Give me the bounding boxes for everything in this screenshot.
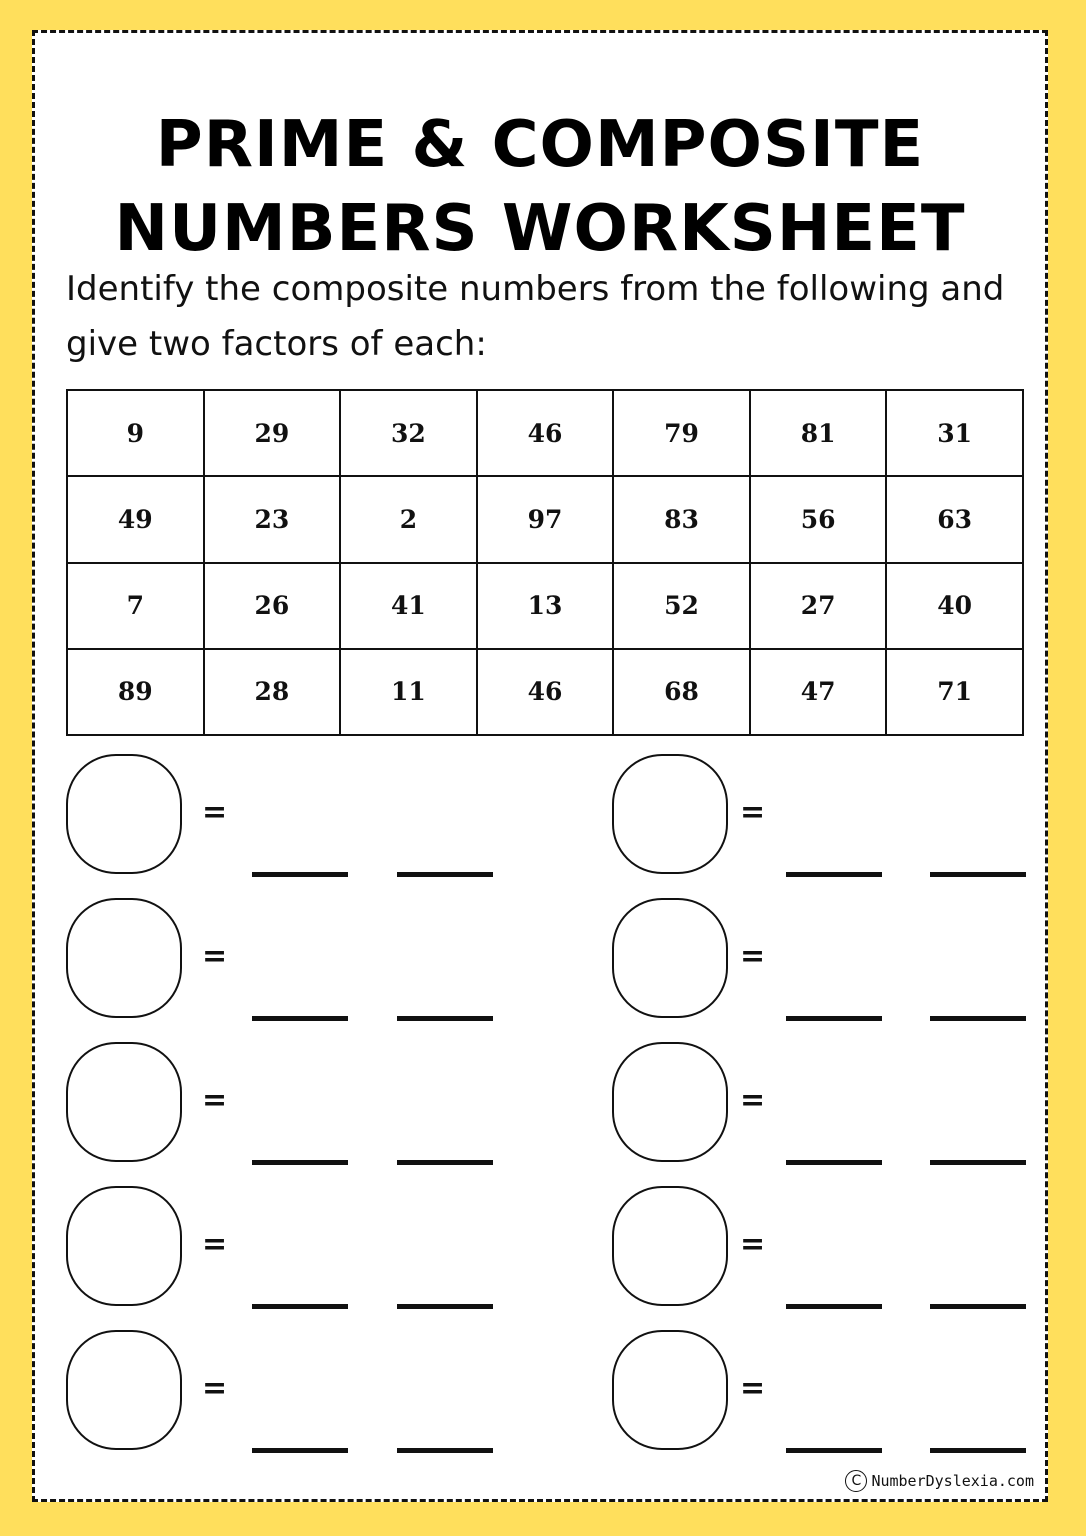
factor-blank[interactable] [397,1160,493,1165]
grid-cell: 29 [204,390,341,476]
factor-blank[interactable] [397,1448,493,1453]
answer-row-left-5 [66,1330,506,1454]
worksheet-title [35,103,1045,271]
answer-circle[interactable] [66,1042,182,1162]
grid-cell: 13 [477,563,614,649]
answer-circle[interactable] [66,754,182,874]
factor-blank[interactable] [930,872,1026,877]
equals-sign: = [202,1371,228,1406]
equals-sign: = [202,1227,228,1262]
answer-circle[interactable] [612,898,728,1018]
factor-blank[interactable] [252,1016,348,1021]
grid-cell: 40 [886,563,1023,649]
grid-row [67,649,1023,735]
instructions-line-2: give two factors of each: [66,324,487,364]
grid-cell: 26 [204,563,341,649]
factor-blank[interactable] [930,1016,1026,1021]
answer-row-left-1 [66,754,506,878]
copyright-icon: C [845,1470,867,1492]
factor-blank[interactable] [397,1304,493,1309]
answer-circle[interactable] [612,1186,728,1306]
grid-cell: 27 [750,563,887,649]
factor-blank[interactable] [786,1448,882,1453]
grid-cell: 49 [67,476,204,562]
equals-sign: = [740,1227,766,1262]
factor-blank[interactable] [786,1016,882,1021]
grid-cell: 56 [750,476,887,562]
grid-cell: 28 [204,649,341,735]
answer-row-right-1 [612,754,1052,878]
grid-cell: 31 [886,390,1023,476]
factor-blank[interactable] [252,872,348,877]
title-line-2: NUMBERS WORKSHEET [114,192,966,266]
instructions-line-1: Identify the composite numbers from the following and [66,269,1005,309]
equals-sign: = [740,1083,766,1118]
grid-cell: 32 [340,390,477,476]
grid-cell: 9 [67,390,204,476]
answer-row-left-3 [66,1042,506,1166]
equals-sign: = [740,939,766,974]
grid-cell: 81 [750,390,887,476]
factor-blank[interactable] [786,1304,882,1309]
factor-blank[interactable] [930,1448,1026,1453]
number-grid [66,389,1024,736]
grid-row [67,563,1023,649]
grid-cell: 71 [886,649,1023,735]
grid-cell: 41 [340,563,477,649]
answer-row-right-2 [612,898,1052,1022]
title-line-1: PRIME & COMPOSITE [155,108,925,182]
instructions-text [66,262,1026,372]
grid-cell: 2 [340,476,477,562]
answer-row-left-4 [66,1186,506,1310]
grid-cell: 11 [340,649,477,735]
factor-blank[interactable] [397,1016,493,1021]
grid-row [67,476,1023,562]
answer-circle[interactable] [612,1042,728,1162]
grid-cell: 47 [750,649,887,735]
grid-cell: 46 [477,649,614,735]
answer-circle[interactable] [66,898,182,1018]
answer-row-left-2 [66,898,506,1022]
equals-sign: = [740,1371,766,1406]
equals-sign: = [740,795,766,830]
grid-cell: 23 [204,476,341,562]
factor-blank[interactable] [930,1160,1026,1165]
factor-blank[interactable] [786,1160,882,1165]
answer-circle[interactable] [66,1186,182,1306]
grid-cell: 97 [477,476,614,562]
answer-circle[interactable] [66,1330,182,1450]
equals-sign: = [202,1083,228,1118]
factor-blank[interactable] [930,1304,1026,1309]
grid-cell: 7 [67,563,204,649]
answer-row-right-3 [612,1042,1052,1166]
answer-row-right-4 [612,1186,1052,1310]
equals-sign: = [202,795,228,830]
grid-cell: 63 [886,476,1023,562]
factor-blank[interactable] [252,1160,348,1165]
grid-cell: 89 [67,649,204,735]
answer-circle[interactable] [612,754,728,874]
site-credit: NumberDyslexia.com [871,1472,1034,1490]
answer-circle[interactable] [612,1330,728,1450]
factor-blank[interactable] [397,872,493,877]
copyright-footer [845,1470,1034,1492]
answer-row-right-5 [612,1330,1052,1454]
grid-cell: 83 [613,476,750,562]
grid-row [67,390,1023,476]
grid-cell: 79 [613,390,750,476]
factor-blank[interactable] [252,1304,348,1309]
grid-cell: 52 [613,563,750,649]
grid-cell: 46 [477,390,614,476]
factor-blank[interactable] [786,872,882,877]
grid-cell: 68 [613,649,750,735]
factor-blank[interactable] [252,1448,348,1453]
equals-sign: = [202,939,228,974]
